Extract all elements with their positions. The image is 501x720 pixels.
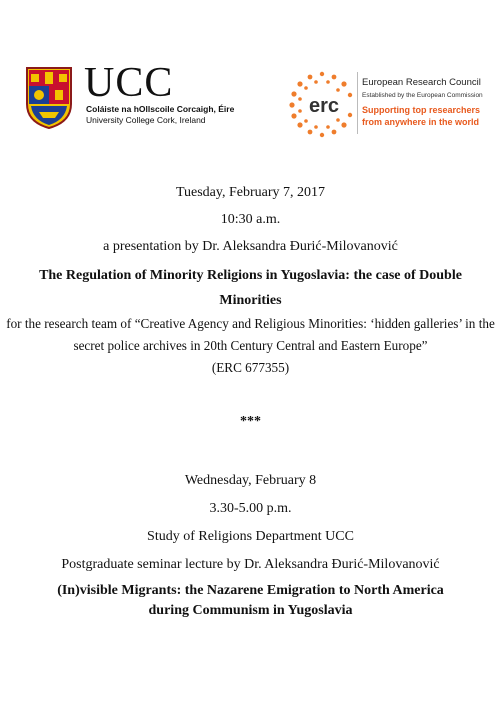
event2-department: Study of Religions Department UCC bbox=[147, 529, 354, 544]
erc-established: Established by the European Commission bbox=[362, 92, 483, 99]
erc-logo-text: erc bbox=[308, 95, 340, 117]
ucc-english-name: University College Cork, Ireland bbox=[86, 115, 206, 125]
ucc-wordmark: UCC bbox=[84, 60, 174, 106]
event1-team bbox=[0, 313, 501, 379]
event2-lecture: Postgraduate seminar lecture by Dr. Aleksandra Đurić-Milovanović bbox=[61, 557, 440, 572]
event2-date: Wednesday, February 8 bbox=[184, 473, 317, 488]
event2-title: (In)visible Migrants: the Nazarene Emigration to North America during Communism in Yugoslavia bbox=[57, 583, 444, 618]
event1-time: 10:30 a.m. bbox=[220, 212, 281, 227]
event1-grant: (ERC 677355) bbox=[211, 360, 290, 375]
ucc-crest-logo bbox=[25, 66, 73, 130]
announcement-body bbox=[0, 182, 501, 621]
section-separator: *** bbox=[240, 414, 261, 429]
event2-time: 3.30-5.00 p.m. bbox=[209, 501, 292, 516]
erc-tagline-1: Supporting top researchers bbox=[362, 105, 481, 115]
erc-logo bbox=[286, 68, 358, 140]
event1-presenter: a presentation by Dr. Aleksandra Đurić-Milovanović bbox=[103, 239, 398, 254]
ucc-irish-name: Coláiste na hOllscoile Corcaigh, Éire bbox=[86, 104, 235, 114]
erc-name: European Research Council bbox=[362, 77, 481, 88]
event1-title: The Regulation of Minority Religions in Yugoslavia: the case of Double Minorities bbox=[39, 268, 462, 308]
logo-bar bbox=[0, 0, 501, 150]
event1-team-text: for the research team of “Creative Agency and Religious Minorities: ‘hidden galleries’ in the secret police archives in 20th Century Central and Eastern Europe” bbox=[6, 316, 495, 353]
event1-date: Tuesday, February 7, 2017 bbox=[175, 185, 326, 200]
erc-divider bbox=[357, 72, 358, 134]
erc-tagline-2: from anywhere in the world bbox=[362, 117, 480, 127]
